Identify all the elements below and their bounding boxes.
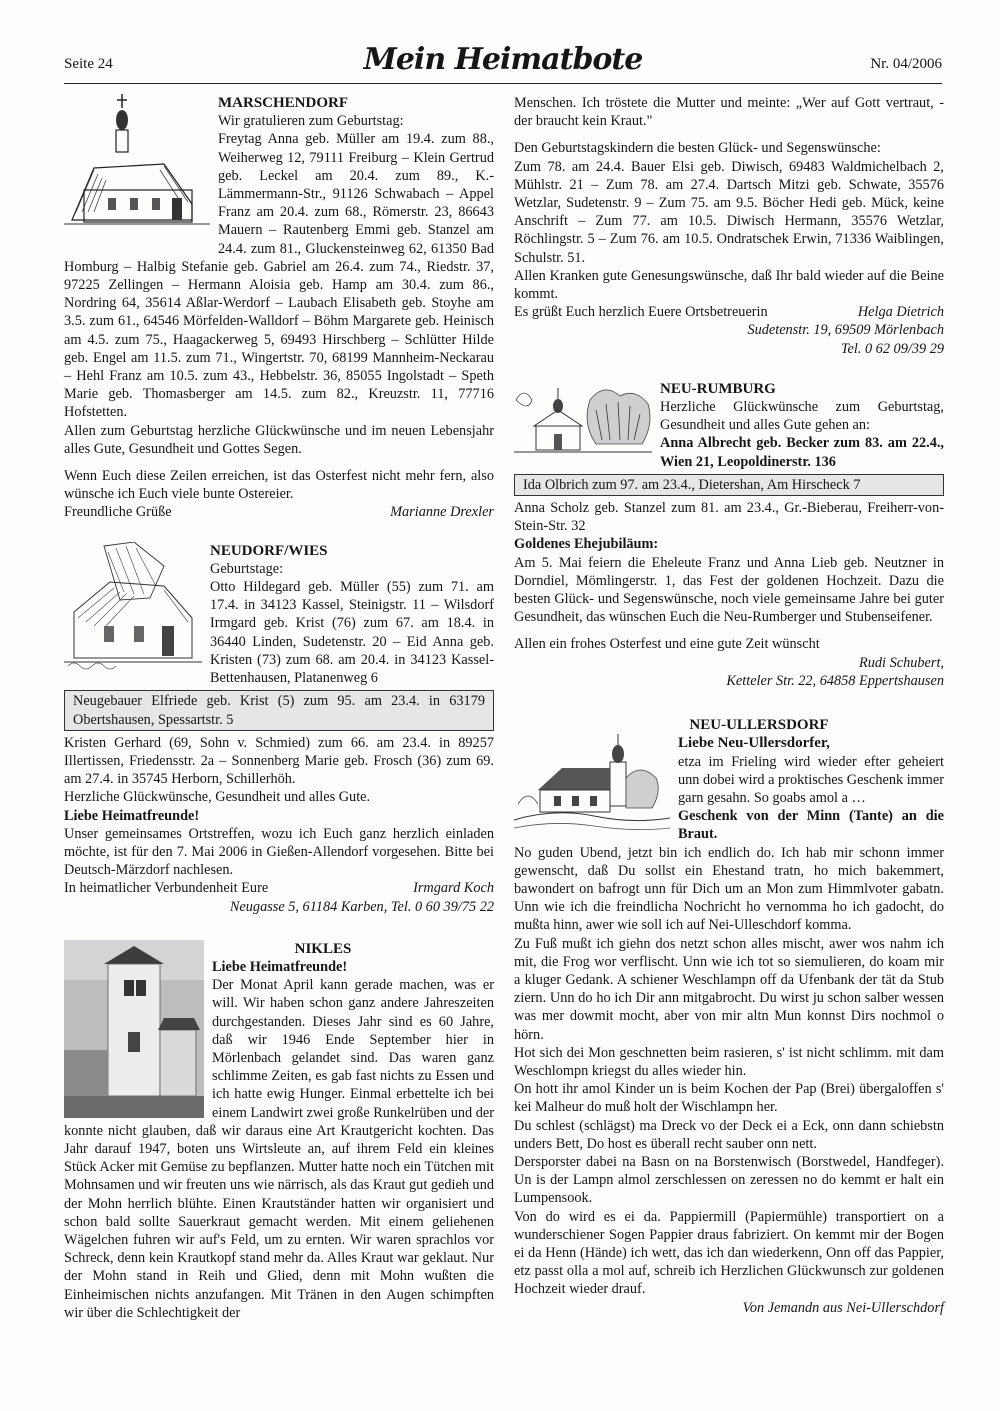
birthday-list-continued: Kristen Gerhard (69, Sohn v. Schmied) zum 66. am 23.4. in 89257 Illertissen, Friedensstr. 2a – Sonnenberg Marie geb. Frosch (36) zum 69. am 27.4. in 35745 Herborn, Schillerhöh. <box>64 734 494 788</box>
signature: Helga Dietrich <box>857 304 944 321</box>
dialect-paragraph: Dersporster dabei na Basn on na Borstenwisch (Borstwedel, Handfeger). Un is der Lampn almol zerschlessen on zeressen no do kemmt er halt ein Lumpensook. <box>514 1153 944 1207</box>
easter-wishes: Allen ein frohes Osterfest und eine gute Zeit wünscht <box>514 636 820 653</box>
section-intro: etza im Frieling wird wieder efter geheiert unn dobei wird a proktisches Geschenk immer garn gesahn. So goabs amol a … <box>678 753 945 806</box>
subhead: Liebe Neu-Ullersdorfer, <box>678 735 830 752</box>
church-neuullersdorf-illustration <box>514 734 670 834</box>
signature: Irmgard Koch <box>413 880 494 897</box>
closing: Es grüßt Euch herzlich Euere Ortsbetreuerin <box>514 304 768 321</box>
subhead: Liebe Heimatfreunde! <box>212 958 348 975</box>
golden-wedding-text: Am 5. Mai feiern die Eheleute Franz und Anna Lieb geb. Neutzner in Dorndiel, Mömlingerstr. 1, das Fest der goldenen Hochzeit. Dazu die besten Glück- und Segenswünsche, noch viele gemeinsame Jahre bei guter Gesundheit, das wünschen Euch die Neu-Rumberger und Stubenseifener. <box>514 554 944 626</box>
birthday-list: Zum 78. am 24.4. Bauer Elsi geb. Diwisch, 69483 Waldmichelbach 2, Mühlstr. 21 – Zum 78. am 27.4. Dartsch Mitzi geb. Schwate, 35576 Wetzlar, Sudetenstr. 9 – Zum 75. am 9.5. Böcher Hedi geb. Mück, keine Anschrift – Zum 77. am 10.5. Diwisch Hermann, 35576 Wetzlar, Röchlingstr. 5 – Zum 76. am 10.5. Ondratschek Erwin, 71336 Waiblingen, Schulstr. 51. <box>514 158 944 266</box>
subhead: Goldenes Ehejubiläum: <box>514 536 659 553</box>
section-title: MARSCHENDORF <box>218 95 348 111</box>
section-neudorf <box>64 542 494 916</box>
birthday-entry-2: Anna Scholz geb. Stanzel zum 81. am 23.4., Gr.-Bieberau, Freiherr-von-Stein-Str. 32 <box>514 500 944 535</box>
signer-address: Ketteler Str. 22, 64858 Eppertshausen <box>726 672 944 689</box>
signature: Von Jemandn aus Nei-Ullerschdorf <box>742 1299 944 1316</box>
easter-greeting: Wenn Euch diese Zeilen erreichen, ist das Osterfest nicht mehr fern, also wünsche ich Euch viele bunte Ostereier. <box>64 468 494 503</box>
section-title: NEU-RUMBURG <box>660 380 776 397</box>
poem-title: Geschenk von der Minn (Tante) an die Braut. <box>678 808 944 843</box>
story-text-continued: Menschen. Ich tröstete die Mutter und meinte: „Wer auf Gott vertraut, - der braucht kein Kraut." <box>514 95 944 130</box>
church-neudorf-illustration <box>64 542 202 674</box>
section-neurumburg <box>514 380 944 690</box>
section-nikles <box>64 940 494 1322</box>
story-text: Der Monat April kann gerade machen, was er will. Wir haben schon ganz andere Jahreszeiten durchgestanden. Dieses Jahr sind es 60 Jahre, daß wir 1946 Ende September hier in Mörlenbach gelandet sind. Das waren ganz schlimme Zeiten, es gab fast nichts zu Essen und ich hatte ewig Hunger. Einmal erbettelte ich bei einem Landwirt zwei große Runkelrüben und der konnte nicht glauben, daß wir daraus eine Art Krautgericht kochten. Das Jahr darauf 1947, boten uns Wirtsleute an, auf ihrem Feld ein kleines Stück Acker mit Gemüse zu bepflanzen. Mutter hatte noch ein Tütchen mit Mohnsamen und wir freuten uns wie närrisch, als das Kraut gut gedieh und der Mohn herrlich blühte. Einen Krautständer hatten wir organisiert und schon bald sollte Sauerkraut gemacht werden. Mit einem geliehenen Wägelchen fuhren wir auf's Feld, um zu ernten. Wir waren sprachlos vor Schreck, denn kein Krautkopf stand mehr da. Alles Kraut war geklaut. Nur der Mohn stand in Reih und Glied, denn mit Mohn wußten die Einheimischen nichts anzufangen. Mit Tränen in den Augen schimpften wir über die Schlechtigkeit der <box>64 977 494 1321</box>
section-marschendorf <box>64 94 494 522</box>
section-intro: Wir gratulieren zum Geburtstag: <box>218 113 404 130</box>
birthday-list: Otto Hildegard geb. Müller (55) zum 71. am 17.4. in 34123 Kassel, Steinigstr. 11 – Wilsdorf Irmgard geb. Krist (76) zum 67. am 18.4. in 36440 Linden, Sudetenstr. 20 – Eid Anna geb. Kristen (73) zum 68. am 20.4. in 34123 Kassel-Bettenhausen, Platanenweg 6 <box>210 579 494 687</box>
birthday-wishes: Herzliche Glückwünsche, Gesundheit und alles Gute. <box>64 789 371 806</box>
right-column <box>514 94 944 1317</box>
signer-address: Neugasse 5, 61184 Karben, Tel. 0 60 39/75 22 <box>229 898 494 915</box>
dialect-paragraph: Hot sich dei Mon geschnetten beim rasieren, s' ist nicht schlimm. mit dam Weschlompn kriegst du alles wieder hin. <box>514 1044 944 1079</box>
issue-number: Nr. 04/2006 <box>870 56 942 72</box>
dialect-paragraph: Zu Fuß mußt ich giehn dos netzt schon alles mischt, awer wos nahm ich mit, die Frog wor verflischt. Unn wie ich tot so siemulieren, do koam mir a kluger Gedank. A schiener Weschlampn off da Ufenbank der tät da Stub ziern. Unn do ho ich Dir ann mitgabrocht. Du wirst ju schon salber wessen was mer dowmit mocht, aber von mir altn Mun konnst Dirs nochmol o hörn. <box>514 935 944 1043</box>
church-marschendorf-illustration <box>64 94 210 240</box>
church-neurumburg-illustration <box>514 380 652 456</box>
signature: Marianne Drexler <box>390 504 494 521</box>
dialect-paragraph: Von do wird es ei da. Pappiermill (Papiermühle) transportiert on a wunderschiener Sogen Pappier draus fabriziert. On kemmt mir der Bogen ei da Henn (Hände) ich wett, das ich dan wiederkenn, Onn off das Pappier, etz passt olla a mol auf, schreib ich Herzlichen Glückwunsch zur goldenen Hochzeit wieder drauf. <box>514 1208 944 1298</box>
birthday-entry: Anna Albrecht geb. Becker zum 83. am 22.4., Wien 21, Leopoldinerstr. 136 <box>660 435 944 470</box>
left-column <box>64 94 494 1322</box>
page-number: Seite 24 <box>64 56 113 72</box>
section-nikles-continued <box>514 94 944 358</box>
highlight-box: Ida Olbrich zum 97. am 23.4., Dietershan, Am Hirscheck 7 <box>514 474 944 496</box>
header-rule <box>64 83 942 84</box>
signature: Rudi Schubert, <box>859 654 944 671</box>
section-title: NIKLES <box>294 940 352 957</box>
page-header <box>64 40 942 84</box>
dialect-paragraph: On hott ihr amol Kinder un is beim Kochen der Pap (Brei) übergaloffen s' kei Malheur do muß holt der Wischlampn her. <box>514 1081 944 1116</box>
section-title: NEU-ULLERSDORF <box>689 717 829 734</box>
closing: In heimatlicher Verbundenheit Eure <box>64 880 269 897</box>
section-neuullersdorf <box>514 716 944 1317</box>
church-nikles-photo <box>64 940 204 1118</box>
closing: Freundliche Grüße <box>64 504 172 521</box>
subhead: Liebe Heimatfreunde! <box>64 807 200 824</box>
sick-wishes: Allen Kranken gute Genesungswünsche, daß Ihr bald wieder auf die Beine kommt. <box>514 267 944 303</box>
dialect-paragraph: No guden Ubend, jetzt bin ich endlich do. Ich hab mir schonn immer gewenscht, daß Du sollst ein Ehestand tratn, ho mich bakemmert, bawondert on bafrogt unn für Dich um an Mon zum Himmlvoter gabatn. Unn wie ich die freindlicha Nochricht ho vernomma ho ich gadocht, do mußta hinn, awer wie soll ich auf Nei-Ulleschdorf komma. <box>514 844 944 934</box>
wishes-intro: Den Geburtstagskindern die besten Glück- und Segenswünsche: <box>514 140 881 157</box>
section-title: NEUDORF/WIES <box>210 542 328 559</box>
section-intro: Geburtstage: <box>210 560 284 577</box>
newspaper-logo: Mein Heimatbote <box>363 42 643 77</box>
signer-address: Sudetenstr. 19, 69509 Mörlenbach <box>747 322 944 339</box>
meeting-invitation: Unser gemeinsames Ortstreffen, wozu ich Euch ganz herzlich einladen möchte, ist für den 7. Mai 2006 in Gießen-Allendorf vorgesehen. Bitte bei Deutsch-Märzdorf nachlesen. <box>64 825 494 879</box>
section-intro: Herzliche Glückwünsche zum Geburtstag, Gesundheit und alles Gute gehen an: <box>660 399 944 434</box>
birthday-wishes: Allen zum Geburtstag herzliche Glückwünsche und im neuen Lebensjahr alles Gute, Gesundheit und Gottes Segen. <box>64 422 494 457</box>
signer-phone: Tel. 0 62 09/39 29 <box>840 340 944 357</box>
dialect-paragraph: Du schlest (schlägst) ma Dreck vo der Deck ei a Eck, onn dann schiebstn unders Bett, Do host es überall recht sauber onn nett. <box>514 1117 944 1152</box>
highlight-box: Neugebauer Elfriede geb. Krist (5) zum 95. am 23.4. in 63179 Obertshausen, Spessartstr. 5 <box>64 690 494 730</box>
birthday-list: Freytag Anna geb. Müller am 19.4. zum 88., Weiherweg 12, 79111 Freiburg – Klein Gertrud geb. Leckel am 20.4. zum 89., K.-Lämmermann-Str., 91126 Schwabach – Appel Franz am 20.4. zum 68., Römerstr. 23, 86643 Mauern – Rautenberg Emmi geb. Stanzel am 24.4. zum 81., Gluckensteinweg 62, 61350 Bad Homburg – Halbig Stefanie geb. Gabriel am 26.4. zum 74., Riedstr. 37, 97225 Zellingen – Hermann Aloisia geb. Hamp am 30.4. zum 86., Nordring 64, 35614 Aßlar-Werdorf – Laubach Elisabeth geb. Stoyhe am 3.5. zum 61., 64546 Mörfelden-Walldorf – Böhm Margarete geb. Heinisch am 4.5. zum 75., Haagackerweg 5, 69493 Hirschberg – Schlütter Hilde geb. Engel am 11.5. zum 71., Wingertstr. 70, 68199 Mannheim-Neckarau – Hehl Franz am 10.5. zum 43., Hebbelstr. 36, 85055 Ingolstadt – Speth Marie geb. Thomasberger am 14.5. zum 82., Kreuzstr. 11, 77716 Hofstetten. <box>64 131 494 421</box>
